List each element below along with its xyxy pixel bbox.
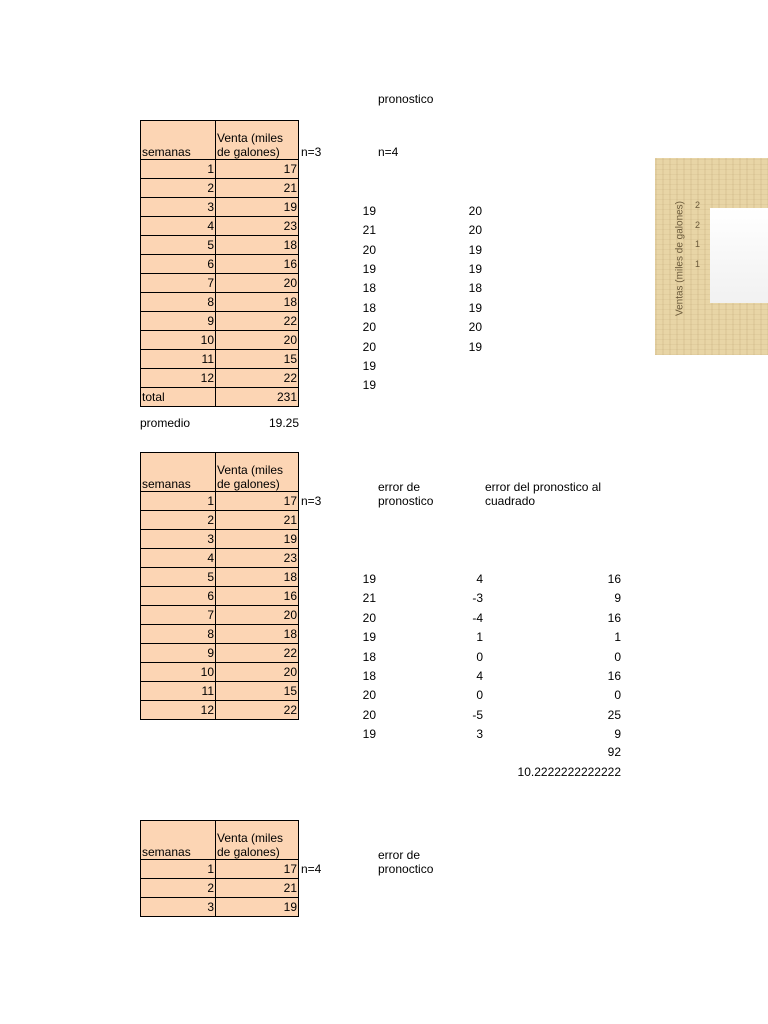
semana-cell[interactable]: 6 <box>141 255 216 274</box>
table-row <box>141 350 299 369</box>
forecast-n3-value: 21 <box>362 591 376 606</box>
total-row <box>141 388 299 407</box>
pronostico-label: pronostico <box>378 92 434 106</box>
semana-cell[interactable]: 8 <box>141 625 216 644</box>
table-row <box>141 879 299 898</box>
error-value: 0 <box>476 688 483 703</box>
forecast-n4-value: 19 <box>468 300 482 315</box>
table-row <box>141 587 299 606</box>
venta-cell[interactable]: 17 <box>216 492 299 511</box>
forecast-n4-value: 20 <box>468 203 482 218</box>
venta-cell[interactable]: 18 <box>216 625 299 644</box>
table-row <box>141 492 299 511</box>
error-value: 1 <box>476 630 483 645</box>
mean-squared-error: 10.2222222222222 <box>517 765 621 779</box>
venta-cell[interactable]: 17 <box>216 860 299 879</box>
venta-cell[interactable]: 20 <box>216 274 299 293</box>
error-value: 4 <box>476 669 483 683</box>
error-squared-header: error del pronostico al cuadrado <box>485 480 602 508</box>
error-squared-value: 0 <box>614 649 621 664</box>
sales-chart[interactable] <box>655 158 768 355</box>
table-row <box>141 293 299 312</box>
semana-cell[interactable]: 7 <box>141 606 216 625</box>
chart-plot-area <box>710 208 768 303</box>
venta-cell[interactable]: 18 <box>216 568 299 587</box>
table-row <box>141 198 299 217</box>
promedio-label: promedio <box>140 416 191 430</box>
venta-cell[interactable]: 18 <box>216 236 299 255</box>
venta-header[interactable]: Venta (miles de galones) <box>216 453 299 492</box>
error-value: 0 <box>476 649 483 664</box>
forecast-n4-value: 20 <box>468 320 482 335</box>
forecast-n3-value: 20 <box>362 707 376 722</box>
table-row <box>141 606 299 625</box>
semana-cell[interactable]: 12 <box>141 369 216 388</box>
n4-header: n=4 <box>301 862 322 876</box>
semana-cell[interactable]: 1 <box>141 492 216 511</box>
error-header: error de pronoctico <box>378 848 434 876</box>
table-row <box>141 625 299 644</box>
table-row <box>141 312 299 331</box>
error-value: 3 <box>476 727 483 742</box>
semana-cell[interactable]: 11 <box>141 682 216 701</box>
semana-cell[interactable]: 2 <box>141 511 216 530</box>
forecast-n4-value: 18 <box>468 281 482 296</box>
error-value: -5 <box>472 707 483 722</box>
table-row <box>141 255 299 274</box>
semana-cell[interactable]: 7 <box>141 274 216 293</box>
table-row <box>141 511 299 530</box>
forecast-n3-value: 19 <box>362 727 376 742</box>
error-squared-value: 25 <box>607 707 621 722</box>
semana-cell[interactable]: 12 <box>141 701 216 720</box>
error-squared-value: 16 <box>607 610 621 625</box>
promedio-value: 19.25 <box>268 416 299 430</box>
table-row <box>141 549 299 568</box>
venta-cell[interactable]: 16 <box>216 255 299 274</box>
forecast-n3-value: 21 <box>362 223 376 238</box>
venta-header[interactable]: Venta (miles de galones) <box>216 821 299 860</box>
semana-cell[interactable]: 8 <box>141 293 216 312</box>
error-squared-value: 16 <box>607 572 621 586</box>
chart-y-tick: 1 <box>695 259 701 269</box>
semana-cell[interactable]: 10 <box>141 331 216 350</box>
chart-y-tick: 2 <box>695 200 701 210</box>
semana-cell[interactable]: 10 <box>141 663 216 682</box>
forecast-n3-value: 19 <box>362 630 376 645</box>
table-row <box>141 701 299 720</box>
venta-cell[interactable]: 22 <box>216 369 299 388</box>
venta-cell[interactable]: 17 <box>216 160 299 179</box>
table-row <box>141 860 299 879</box>
semana-cell[interactable]: 9 <box>141 644 216 663</box>
forecast-n3-value: 20 <box>362 320 376 335</box>
venta-header[interactable]: Venta (miles de galones) <box>216 121 299 160</box>
forecast-n4-value: 19 <box>468 262 482 276</box>
n4-header: n=4 <box>378 145 399 159</box>
venta-cell[interactable]: 22 <box>216 644 299 663</box>
error-squared-value: 9 <box>614 727 621 742</box>
semana-cell[interactable]: 6 <box>141 587 216 606</box>
semana-cell[interactable]: 2 <box>141 179 216 198</box>
error-value: -4 <box>472 610 483 625</box>
forecast-n4-value: 20 <box>468 223 482 238</box>
table-row <box>141 160 299 179</box>
forecast-n3-value: 20 <box>362 339 376 354</box>
venta-cell[interactable]: 20 <box>216 606 299 625</box>
n3-header: n=3 <box>301 145 322 159</box>
table-row <box>141 568 299 587</box>
venta-cell[interactable]: 19 <box>216 198 299 217</box>
table-row <box>141 274 299 293</box>
venta-cell[interactable]: 23 <box>216 217 299 236</box>
chart-y-axis-label: Ventas (miles de galones) <box>674 200 686 317</box>
venta-cell[interactable]: 20 <box>216 663 299 682</box>
forecast-n3-value: 20 <box>362 688 376 703</box>
semana-cell[interactable]: 9 <box>141 312 216 331</box>
table-row <box>141 331 299 350</box>
sum-squared-error: 92 <box>607 745 621 759</box>
chart-y-tick: 1 <box>695 239 701 249</box>
venta-cell[interactable]: 19 <box>216 530 299 549</box>
forecast-n3-value: 18 <box>362 281 376 296</box>
semanas-header[interactable]: semanas <box>141 821 216 860</box>
sales-table-1 <box>140 120 299 407</box>
venta-cell[interactable]: 23 <box>216 549 299 568</box>
venta-cell[interactable]: 19 <box>216 898 299 917</box>
table-row <box>141 217 299 236</box>
venta-cell[interactable]: 16 <box>216 587 299 606</box>
forecast-n4-value: 19 <box>468 339 482 354</box>
semana-cell[interactable]: 3 <box>141 198 216 217</box>
error-value: 4 <box>476 572 483 586</box>
table-row <box>141 682 299 701</box>
error-squared-value: 16 <box>607 669 621 683</box>
table-row <box>141 236 299 255</box>
error-header: error de pronostico <box>378 480 434 508</box>
semana-cell[interactable]: 3 <box>141 898 216 917</box>
forecast-n3-value: 19 <box>362 359 376 373</box>
venta-cell[interactable]: 15 <box>216 682 299 701</box>
venta-cell[interactable]: 21 <box>216 879 299 898</box>
venta-cell[interactable]: 18 <box>216 293 299 312</box>
forecast-n3-value: 19 <box>362 203 376 218</box>
semanas-header[interactable]: semanas <box>141 453 216 492</box>
forecast-n3-value: 19 <box>362 378 376 393</box>
sales-table-2 <box>140 452 299 720</box>
forecast-n3-value: 18 <box>362 669 376 683</box>
table-row <box>141 369 299 388</box>
error-value: -3 <box>472 591 483 606</box>
venta-cell[interactable]: 21 <box>216 179 299 198</box>
total-label[interactable]: total <box>141 388 216 407</box>
forecast-n3-value: 20 <box>362 242 376 257</box>
sales-table-3 <box>140 820 299 917</box>
error-squared-value: 0 <box>614 688 621 703</box>
forecast-n3-value: 18 <box>362 300 376 315</box>
semana-cell[interactable]: 5 <box>141 568 216 587</box>
n3-header: n=3 <box>301 494 322 508</box>
table-row <box>141 179 299 198</box>
venta-cell[interactable]: 22 <box>216 701 299 720</box>
table-row <box>141 644 299 663</box>
table-row <box>141 898 299 917</box>
semana-cell[interactable]: 11 <box>141 350 216 369</box>
forecast-n3-value: 20 <box>362 610 376 625</box>
venta-cell[interactable]: 22 <box>216 312 299 331</box>
semana-cell[interactable]: 1 <box>141 860 216 879</box>
semana-cell[interactable]: 3 <box>141 530 216 549</box>
semana-cell[interactable]: 4 <box>141 549 216 568</box>
forecast-n3-value: 18 <box>362 649 376 664</box>
venta-cell[interactable]: 15 <box>216 350 299 369</box>
error-squared-value: 9 <box>614 591 621 606</box>
forecast-n3-value: 19 <box>362 572 376 586</box>
venta-cell[interactable]: 20 <box>216 331 299 350</box>
semana-cell[interactable]: 1 <box>141 160 216 179</box>
forecast-n3-value: 19 <box>362 262 376 276</box>
semana-cell[interactable]: 2 <box>141 879 216 898</box>
total-value[interactable]: 231 <box>216 388 299 407</box>
semana-cell[interactable]: 5 <box>141 236 216 255</box>
error-squared-value: 1 <box>614 630 621 645</box>
semana-cell[interactable]: 4 <box>141 217 216 236</box>
forecast-n4-value: 19 <box>468 242 482 257</box>
table-row <box>141 530 299 549</box>
table-row <box>141 663 299 682</box>
venta-cell[interactable]: 21 <box>216 511 299 530</box>
chart-y-tick: 2 <box>695 220 701 230</box>
semanas-header[interactable]: semanas <box>141 121 216 160</box>
